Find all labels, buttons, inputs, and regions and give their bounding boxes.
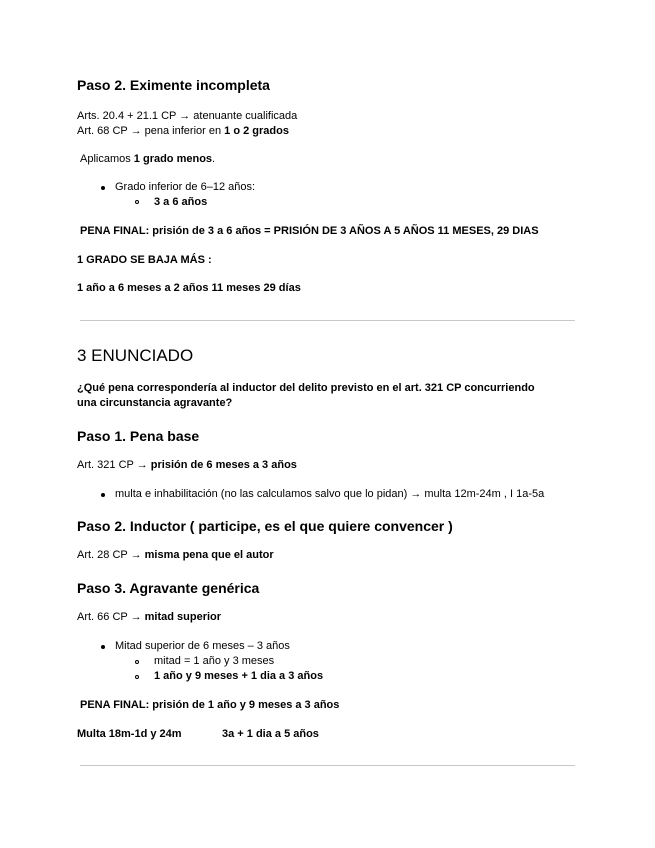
art28-line xyxy=(77,549,274,561)
grado-se-baja-mas: 1 GRADO SE BAJA MÁS : xyxy=(77,254,212,266)
bullet-dot-icon xyxy=(101,493,105,497)
enunciado-title: 3 ENUNCIADO xyxy=(77,346,194,365)
art28-bold: misma pena que el autor xyxy=(144,549,274,561)
bullet-circle-icon xyxy=(135,200,139,204)
heading-paso3: Paso 3. Agravante genérica xyxy=(77,580,260,596)
art321-line xyxy=(77,459,297,471)
arts-line: Arts. 20.4 + 21.1 CP → atenuante cualificada xyxy=(77,110,298,122)
heading-paso2-eximente: Paso 2. Eximente incompleta xyxy=(77,77,270,93)
bullet-dot-icon xyxy=(101,186,105,190)
art28-text: Art. 28 CP → xyxy=(77,549,145,561)
sub-bullet-mitad: mitad = 1 año y 3 meses xyxy=(154,655,275,667)
bullet-mitad-superior: Mitad superior de 6 meses – 3 años xyxy=(115,640,290,652)
divider-1 xyxy=(80,320,575,321)
bullet-multa: multa e inhabilitación (no las calculamos salvo que lo pidan) → multa 12m-24m , I 1a-5a xyxy=(115,488,545,500)
art66-line xyxy=(77,611,221,623)
bullet-circle-icon xyxy=(135,660,139,664)
question-line-1: ¿Qué pena correspondería al inductor del delito previsto en el art. 321 CP concurriendo xyxy=(77,382,535,394)
multa-line-b: 3a + 1 dia a 5 años xyxy=(222,728,319,740)
divider-2 xyxy=(80,765,575,766)
art66-text: Art. 66 CP → xyxy=(77,611,145,623)
art68-text: Art. 68 CP → pena inferior en xyxy=(77,125,225,137)
pena-final-2: PENA FINAL: prisión de 1 año y 9 meses a 3 años xyxy=(80,699,340,711)
bullet-dot-icon xyxy=(101,645,105,649)
grado-range: 1 año a 6 meses a 2 años 11 meses 29 días xyxy=(77,282,301,294)
bullet-grado-inferior: Grado inferior de 6–12 años: xyxy=(115,181,256,193)
heading-paso2-inductor: Paso 2. Inductor ( participe, es el que quiere convencer ) xyxy=(77,518,453,534)
multa-line-a: Multa 18m-1d y 24m xyxy=(77,728,182,740)
art68-line xyxy=(77,125,289,137)
question-line-2: una circunstancia agravante? xyxy=(77,397,233,409)
art321-bold: prisión de 6 meses a 3 años xyxy=(150,459,297,471)
aplicamos-text: Aplicamos xyxy=(80,153,134,165)
aplicamos-bold: 1 grado menos xyxy=(133,153,213,165)
sub-bullet-range: 1 año y 9 meses + 1 dia a 3 años xyxy=(154,670,324,682)
art66-bold: mitad superior xyxy=(144,611,222,623)
aplicamos-period: . xyxy=(212,153,216,165)
pena-final-1: PENA FINAL: prisión de 3 a 6 años = PRISIÓN DE 3 AÑOS A 5 AÑOS 11 MESES, 29 DIAS xyxy=(80,225,539,237)
sub-bullet-3a6: 3 a 6 años xyxy=(154,196,208,208)
aplicamos-line xyxy=(80,153,215,165)
bullet-circle-icon xyxy=(135,675,139,679)
art321-text: Art. 321 CP → xyxy=(77,459,151,471)
heading-paso1: Paso 1. Pena base xyxy=(77,428,200,444)
art68-bold: 1 o 2 grados xyxy=(224,125,289,137)
